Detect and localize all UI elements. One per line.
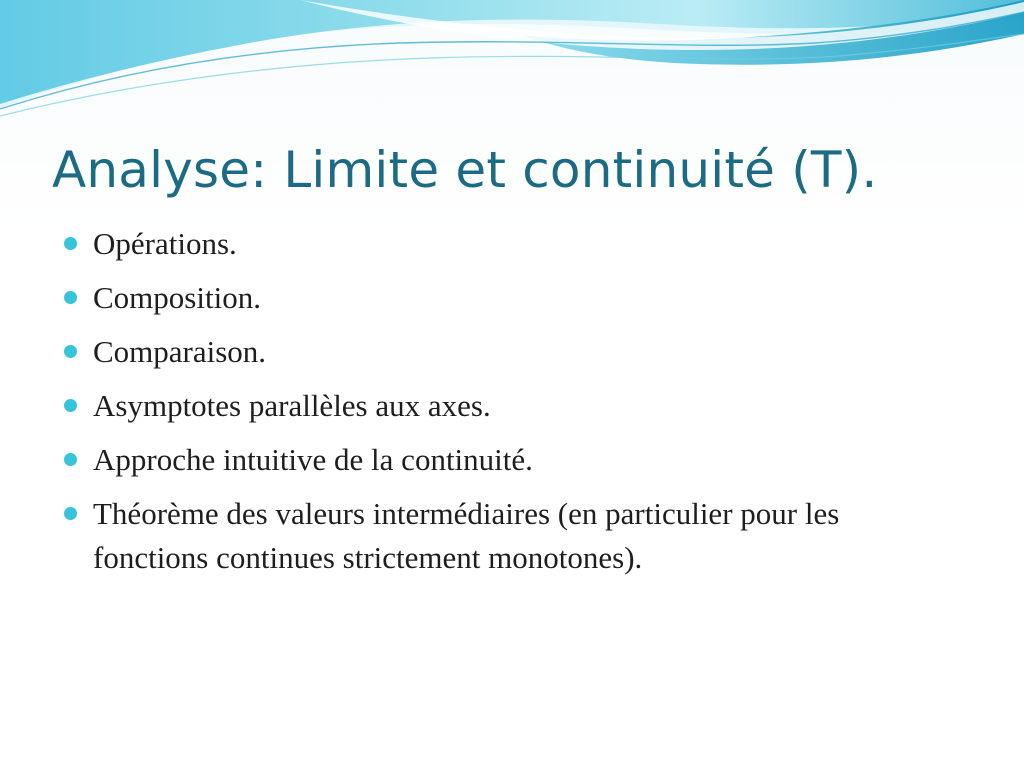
slide-title: Analyse: Limite et continuité (T). [52,141,878,199]
bullet-item-continuity [60,438,950,482]
bullet-text: Théorème des valeurs intermédiaires (en particulier pour les fonctions continues strictement monotones). [93,496,840,575]
bullet-item-asymptotes [60,384,950,428]
bullet-text: Asymptotes parallèles aux axes. [93,388,491,423]
bullet-text: Composition. [93,280,261,315]
bullet-list [60,222,950,590]
top-wave-decoration [0,0,1024,130]
bullet-item-composition [60,276,950,320]
bullet-text: Opérations. [93,226,237,261]
bullet-dot-icon [64,399,77,412]
bullet-dot-icon [64,453,77,466]
bullet-item-intermediate-values [60,492,950,580]
bullet-dot-icon [64,507,77,520]
bullet-text: Approche intuitive de la continuité. [93,442,533,477]
bullet-text: Comparaison. [93,334,267,369]
bullet-dot-icon [64,237,77,250]
bullet-item-comparison [60,330,950,374]
bullet-dot-icon [64,291,77,304]
bullet-dot-icon [64,345,77,358]
bullet-item-operations [60,222,950,266]
